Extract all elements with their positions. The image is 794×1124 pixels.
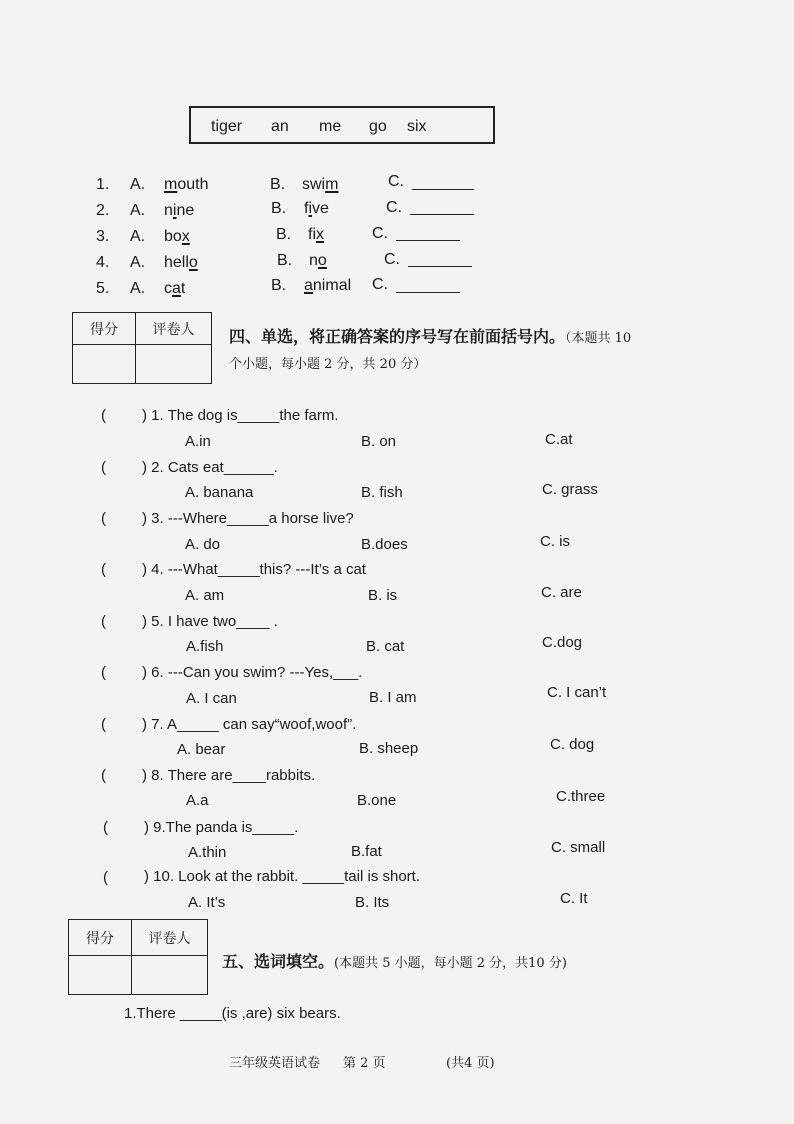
grader-cell[interactable] [132,956,208,995]
answer-paren[interactable]: ( [103,869,108,886]
word-box-item: six [407,118,427,135]
option-c: C. is [540,533,570,550]
question-text: ) 7. A_____ can say“woof,woof”. [142,716,357,733]
option-a: A. I can [186,690,237,707]
word-box-item: me [319,118,342,135]
option-c: C. I can’t [547,684,607,701]
score-table [68,919,208,995]
phonics-b-label: B. [270,176,286,193]
option-c: C. dog [550,736,595,753]
option-a: A.in [185,433,211,450]
option-b: B. is [368,587,398,604]
question-text: ) 3. ---Where_____a horse live? [142,510,354,527]
grader-header: 评卷人 [132,920,208,956]
phonics-b-label: B. [271,200,287,217]
phonics-b-label: B. [277,252,293,269]
phonics-a-label: A. [130,202,146,219]
phonics-a-word: nine [164,202,195,219]
section-4-note: （本题共 10 [565,331,632,346]
option-b: B. sheep [359,740,419,757]
option-a: A. banana [185,484,254,501]
answer-paren[interactable]: ( [101,767,106,784]
section-5-note: (本题共 5 小题，每小题 2 分，共10 分) [334,956,567,971]
option-c: C. small [551,839,606,856]
phonics-a-label: A. [130,254,146,271]
phonics-a-word: mouth [164,176,209,193]
phonics-a-label: A. [130,176,146,193]
section-4-note-continued: 个小题，每小题 2 分，共 20 分） [229,357,427,372]
option-b: B. fish [361,484,403,501]
fill-question: 1.There _____(is ,are) six bears. [124,1005,341,1022]
option-a: A. am [185,587,225,604]
option-a: A. do [185,536,221,553]
phonics-b-word: no [309,252,327,269]
option-c: C. grass [542,481,598,498]
score-table [72,312,212,384]
phonics-b-word: five [304,200,329,217]
score-header: 得分 [73,313,136,345]
option-a: A.a [186,792,209,809]
question-text: ) 9.The panda is_____. [144,819,299,836]
word-box-item: tiger [211,118,243,135]
phonics-number: 2. [96,202,110,219]
footer-total: (共4 页) [446,1056,495,1071]
section-5-heading [222,949,567,972]
question-text: ) 8. There are____rabbits. [142,767,316,784]
answer-paren[interactable]: ( [101,459,106,476]
grader-header: 评卷人 [136,313,212,345]
phonics-c-label: C. [372,225,388,242]
phonics-number: 5. [96,280,110,297]
answer-paren[interactable]: ( [101,613,106,630]
option-a: A.fish [186,638,224,655]
answer-paren[interactable]: ( [101,664,106,681]
phonics-b-label: B. [276,226,292,243]
question-text: ) 6. ---Can you swim? ---Yes,___. [142,664,363,681]
phonics-number: 1. [96,176,110,193]
section-5-title: 五、选词填空。 [222,952,335,971]
section-4-heading [229,324,631,347]
question-text: ) 4. ---What_____this? ---It’s a cat [142,561,366,578]
option-a: A. bear [177,741,226,758]
option-b: B. Its [355,894,390,911]
question-text: ) 5. I have two____ . [142,613,278,630]
footer-subject: 三年级英语试卷 [229,1056,321,1071]
answer-paren[interactable]: ( [101,561,106,578]
answer-paren[interactable]: ( [101,407,106,424]
question-text: ) 10. Look at the rabbit. _____tail is short. [144,868,420,885]
phonics-a-word: hello [164,254,198,271]
answer-blank[interactable] [412,175,474,190]
word-box-item: an [271,118,289,135]
answer-paren[interactable]: ( [101,510,106,527]
answer-paren[interactable]: ( [103,819,108,836]
option-b: B. on [361,433,397,450]
phonics-a-label: A. [130,280,146,297]
option-c: C. It [560,890,588,907]
question-text: ) 1. The dog is_____the farm. [142,407,339,424]
phonics-b-word: swim [302,176,339,193]
option-b: B.does [361,536,408,553]
option-b: B.one [357,792,397,809]
answer-blank[interactable] [410,200,474,215]
phonics-c-label: C. [388,173,404,190]
score-cell[interactable] [69,956,132,995]
option-a: A.thin [188,844,227,861]
phonics-b-word: animal [304,277,352,294]
option-b: B. I am [369,689,417,706]
phonics-a-word: cat [164,280,186,297]
phonics-row [96,176,109,194]
option-c: C. are [541,584,582,601]
option-c: C.at [545,431,573,448]
phonics-c-label: C. [384,251,400,268]
phonics-b-word: fix [308,226,324,243]
word-box-item: go [369,118,387,135]
phonics-number: 3. [96,228,110,245]
answer-paren[interactable]: ( [101,716,106,733]
grader-cell[interactable] [136,345,212,384]
word-box [189,106,495,144]
phonics-a-label: A. [130,228,146,245]
answer-blank[interactable] [396,278,460,293]
option-b: B. cat [366,638,405,655]
score-header: 得分 [69,920,132,956]
score-cell[interactable] [73,345,136,384]
phonics-a-word: box [164,228,190,245]
option-c: C.dog [542,634,583,651]
phonics-b-label: B. [271,277,287,294]
phonics-c-label: C. [386,199,402,216]
option-a: A. It’s [188,894,226,911]
phonics-number: 4. [96,254,110,271]
footer-page: 第 2 页 [343,1056,386,1071]
answer-blank[interactable] [396,226,460,241]
answer-blank[interactable] [408,252,472,267]
phonics-c-label: C. [372,276,388,293]
question-text: ) 2. Cats eat______. [142,459,278,476]
section-4-title: 四、单选，将正确答案的序号写在前面括号内。 [229,327,566,346]
option-b: B.fat [351,843,382,860]
option-c: C.three [556,788,606,805]
